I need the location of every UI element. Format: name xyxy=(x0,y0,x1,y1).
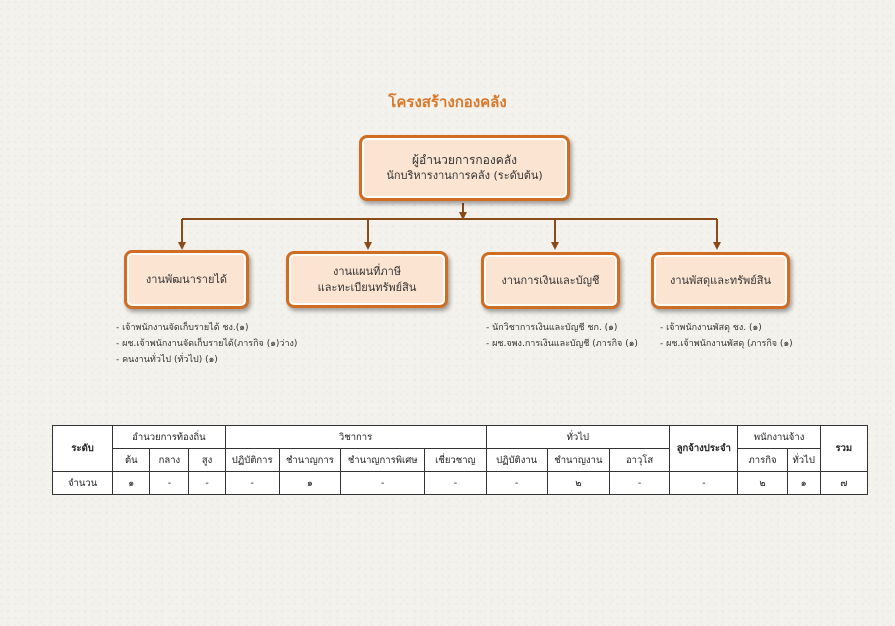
subheader-cell: ปฏิบัติงาน xyxy=(486,449,547,472)
count-cell: - xyxy=(225,472,279,495)
note-line: - เจ้าพนักงานจัดเก็บรายได้ ชง.(๑) xyxy=(116,323,249,333)
subheader-cell: ต้น xyxy=(113,449,150,472)
subheader-cell: กลาง xyxy=(150,449,189,472)
subheader-cell: ชำนาญการพิเศษ xyxy=(341,449,425,472)
row-label: จำนวน xyxy=(53,472,113,495)
count-cell: ๑ xyxy=(787,472,820,495)
director-title: ผู้อำนวยการกองคลัง xyxy=(412,153,517,167)
unit-notes-supplies xyxy=(660,320,793,352)
unit-box-finance xyxy=(481,252,620,309)
table-subheader-row xyxy=(53,449,868,472)
note-line: - ผช.จพง.การเงินและบัญชี (ภารกิจ (๑) xyxy=(486,339,638,349)
count-cell: - xyxy=(189,472,225,495)
subheader-cell: สูง xyxy=(189,449,225,472)
unit-box-revenue xyxy=(124,250,249,309)
unit-notes-finance xyxy=(486,320,638,352)
group-header: ลูกจ้างประจำ xyxy=(670,426,738,472)
note-line: - คนงานทั่วไป (ทั่วไป) (๑) xyxy=(116,355,218,365)
unit-box-supplies xyxy=(651,252,790,309)
subheader-cell: ชำนาญการ xyxy=(279,449,340,472)
group-header: ทั่วไป xyxy=(486,426,670,449)
total-cell: ๗ xyxy=(820,472,867,495)
subheader-cell: เชี่ยวชาญ xyxy=(425,449,486,472)
subheader-cell: อาวุโส xyxy=(609,449,669,472)
count-cell: ๒ xyxy=(738,472,787,495)
note-line: - เจ้าพนักงานพัสดุ ชง. (๑) xyxy=(660,323,762,333)
subheader-cell: ชำนาญงาน xyxy=(547,449,609,472)
chart-title: โครงสร้างกองคลัง xyxy=(388,93,507,111)
group-header: พนักงานจ้าง xyxy=(738,426,820,449)
count-cell: ๑ xyxy=(113,472,150,495)
level-header: ระดับ xyxy=(53,426,113,472)
count-cell: - xyxy=(486,472,547,495)
unit-label: งานพัสดุและทรัพย์สิน xyxy=(669,273,771,287)
table-row xyxy=(53,472,868,495)
group-header: วิชาการ xyxy=(225,426,486,449)
unit-label: งานแผนที่ภาษี xyxy=(332,264,402,278)
count-cell: - xyxy=(150,472,189,495)
unit-label-line2: และทะเบียนทรัพย์สิน xyxy=(317,280,417,294)
count-cell: - xyxy=(341,472,425,495)
count-cell: - xyxy=(609,472,669,495)
unit-box-tax-map xyxy=(286,251,448,308)
total-header: รวม xyxy=(820,426,867,472)
note-line: - นักวิชาการเงินและบัญชี ชก. (๑) xyxy=(486,323,618,333)
unit-notes-revenue xyxy=(116,320,297,368)
note-line: - ผช.เจ้าพนักงานจัดเก็บรายได้(ภารกิจ (๑)ว่าง) xyxy=(116,339,298,349)
unit-label: งานการเงินและบัญชี xyxy=(501,273,600,287)
subheader-cell: ทั่วไป xyxy=(787,449,820,472)
count-cell: - xyxy=(670,472,738,495)
count-cell: ๒ xyxy=(547,472,609,495)
count-cell: ๑ xyxy=(279,472,340,495)
note-line: - ผช.เจ้าพนักงานพัสดุ (ภารกิจ (๑) xyxy=(660,339,793,349)
director-box xyxy=(359,135,570,201)
subheader-cell: ปฏิบัติการ xyxy=(225,449,279,472)
subheader-cell: ภารกิจ xyxy=(738,449,787,472)
director-position: นักบริหารงานการคลัง (ระดับต้น) xyxy=(386,169,543,182)
count-cell: - xyxy=(425,472,486,495)
staffing-table xyxy=(52,425,868,495)
unit-label: งานพัฒนารายได้ xyxy=(145,272,228,286)
group-header: อำนวยการท้องถิ่น xyxy=(113,426,225,449)
table-header-row xyxy=(53,426,868,449)
